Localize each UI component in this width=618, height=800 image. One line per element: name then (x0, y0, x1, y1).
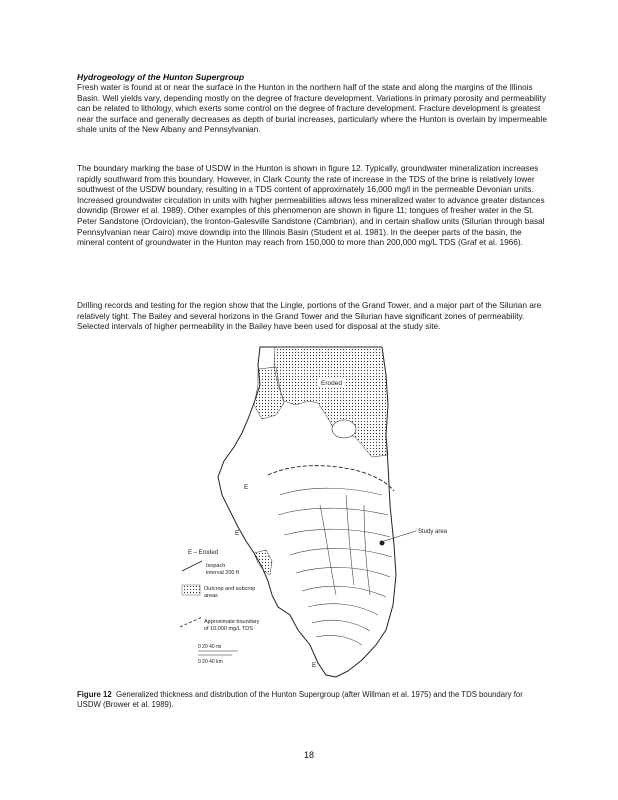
page-number: 18 (303, 750, 314, 760)
eroded-label-north: Eroded (321, 380, 342, 387)
paragraph-3 (77, 300, 547, 332)
scale-miles-label: 0 20 40 mi (198, 644, 222, 650)
e-marker-1: E (244, 484, 249, 491)
lake-shape (332, 420, 356, 438)
paragraph-2 (77, 163, 547, 248)
legend-isopach-2: interval 200 ft (206, 570, 240, 576)
study-area-marker (380, 541, 385, 546)
paragraph-1 (77, 82, 547, 135)
caption-text: Generalized thickness and distribution of the Hunton Supergroup (after Willman et al. 1975) and the TDS boundary for USDW (Brower et al. 1989). (77, 690, 523, 710)
paragraph-1-text: Fresh water is found at or near the surface in the Hunton in the northern half of the state and along the margins of the Illinois Basin. Well yields vary, depending mostly on the degree of fracture development. Variations in primary porosity and permeability can be related to lithology, which exerts some control on the degree of fracture development. Fracture development is greatest near the surface and generally decreases as depth of burial increases, particularly where the Hunton is overlain by impermeable shale units of the New Albany and Pennsylvanian. (77, 82, 547, 135)
section-title: Hydrogeology of the Hunton Supergroup (77, 72, 245, 82)
eroded-area-north (274, 347, 388, 457)
legend-outcrop-1: Outcrop and subcrop (204, 586, 256, 592)
paragraph-3-text: Drilling records and testing for the region show that the Lingle, portions of the Grand Tower, and a major part of the Silurian are relatively tight. The Bailey and several horizons in the Grand Tower and the Silurian have significant zones of permeability. Selected intervals of higher permeability in the Bailey have been used for disposal at the study site. (77, 300, 542, 332)
legend-tds-1: Approximate boundary (204, 619, 260, 625)
illinois-map-svg (150, 345, 470, 683)
legend-tds-2: of 10,000 mg/L TDS (204, 626, 253, 632)
legend-isopach-1: Isopach (206, 563, 226, 569)
e-marker-3: E (312, 662, 317, 669)
legend-eroded: E – Eroded (188, 550, 219, 556)
e-marker-2: E (235, 530, 240, 537)
figure-caption (77, 690, 547, 711)
caption-label: Figure 12 (77, 690, 112, 699)
paragraph-2-text: The boundary marking the base of USDW in the Hunton is shown in figure 12. Typically, groundwater mineralization increases rapidly southward from this boundary. However, in Clark County the rate of increase in the TDS of the brine is relatively lower southwest of the USDW boundary, resulting in a TDS content of approximately 16,000 mg/l in the permeable Devonian units. Increased groundwater circulation in units with higher permeabilities allows less mineralized water to advance greater distances downdip (Brower et al. 1989). Other examples of this phenomenon are shown in figure 11; tongues of fresher water in the St. Peter Sandstone (Ordovician), the Ironton-Galesville Sandstone (Cambrian), and in certain shallow units (Silurian through basal Pennsylvanian near Cairo) move downdip into the Illinois Basin (Student et al. 1981). In the deeper parts of the basin, the mineral content of groundwater in the Hunton may reach from 150,000 to more than 200,000 mg/L TDS (Graf et al. 1966). (77, 163, 545, 248)
map-legend (180, 550, 260, 665)
scale-km-label: 0 20 40 km (198, 659, 223, 665)
legend-outcrop-2: areas (204, 593, 218, 599)
legend-outcrop-swatch (182, 585, 200, 595)
legend-tds-swatch (180, 617, 202, 627)
tds-boundary-line (268, 466, 394, 491)
study-area-leader (384, 531, 416, 541)
outcrop-area-west (254, 550, 272, 575)
legend-isopach-swatch (182, 561, 202, 571)
isopach-contours (278, 488, 392, 645)
figure-12-map (150, 345, 470, 683)
study-area-label: Study area (418, 529, 448, 535)
